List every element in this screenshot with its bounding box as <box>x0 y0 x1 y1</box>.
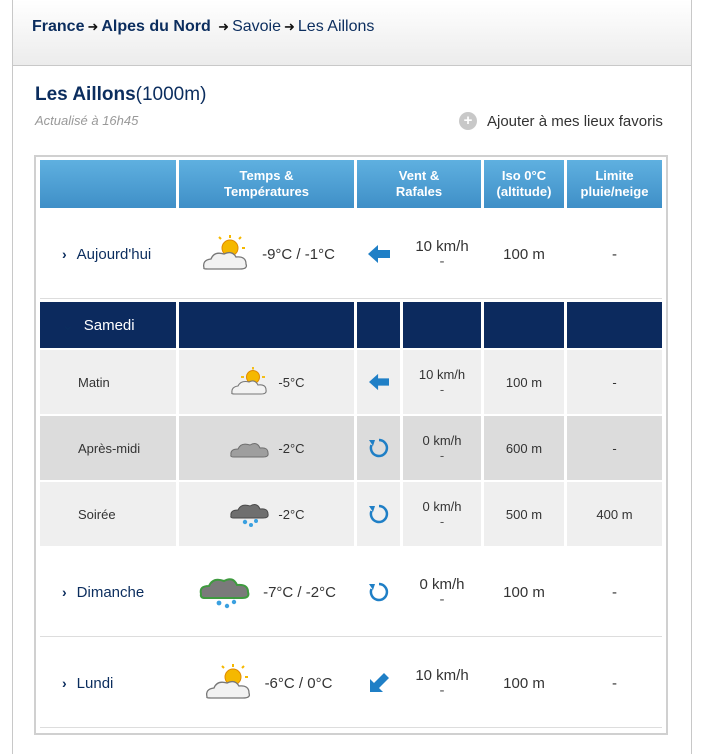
breadcrumb-arrow-icon: ➜ <box>284 19 295 34</box>
table-header-row <box>40 160 662 208</box>
temperature: -5°C <box>278 374 305 390</box>
chevron-right-icon: › <box>62 584 67 600</box>
forecast-table <box>34 155 668 735</box>
wind-gust: - <box>439 682 445 699</box>
breadcrumb-arrow-icon: ➜ <box>218 19 230 34</box>
wind-gust: - <box>439 253 445 270</box>
day-label-text: Aujourd'hui <box>76 245 152 263</box>
wind-cell <box>403 350 481 414</box>
snow-cloud-icon <box>228 500 274 528</box>
band-cell <box>179 302 354 348</box>
day-label-text: Lundi <box>76 674 114 692</box>
wind-speed: 0 km/h <box>419 576 465 593</box>
wind-cell <box>403 640 481 726</box>
iso-value: 100 m <box>484 211 564 297</box>
wind-direction-cell <box>357 350 400 414</box>
weather-cell <box>179 350 354 414</box>
plus-icon: + <box>459 112 477 130</box>
header-temps <box>179 160 354 208</box>
header-iso <box>484 160 564 208</box>
header-temps-line1: Temps & <box>239 168 294 183</box>
limit-value: - <box>567 550 662 634</box>
sun-cloud-icon <box>228 367 274 397</box>
weather-cell <box>179 550 354 634</box>
breadcrumb <box>32 18 374 36</box>
wind-direction-cell <box>357 416 400 480</box>
period-label: Après-midi <box>40 416 176 480</box>
wind-speed: 10 km/h <box>418 367 466 382</box>
wind-cell <box>403 550 481 634</box>
temperature: -9°C / -1°C <box>262 245 335 263</box>
wind-gust: - <box>439 382 445 397</box>
cloud-icon <box>228 437 274 459</box>
period-label: Soirée <box>40 482 176 546</box>
page-title <box>35 84 206 106</box>
forecast-row-sunday[interactable] <box>40 550 662 634</box>
location-name: Les Aillons <box>35 84 136 105</box>
day-label[interactable] <box>40 550 176 634</box>
wind-speed: 0 km/h <box>422 499 462 514</box>
weather-cell <box>179 416 354 480</box>
variable-wind-icon <box>367 502 391 526</box>
breadcrumb-alpes-du-nord[interactable]: Alpes du Nord <box>101 18 211 35</box>
header-limite <box>567 160 662 208</box>
wind-gust: - <box>439 591 445 608</box>
wind-gust: - <box>439 514 445 529</box>
iso-value: 100 m <box>484 350 564 414</box>
header-iso-line1: Iso 0°C <box>501 168 547 183</box>
header-limite-line1: Limite <box>595 168 634 183</box>
limit-value: - <box>567 211 662 297</box>
weather-cell <box>179 482 354 546</box>
variable-wind-icon <box>367 580 391 604</box>
forecast-row-monday[interactable] <box>40 640 662 726</box>
limit-value: - <box>567 350 662 414</box>
wind-direction-cell <box>357 550 400 634</box>
west-arrow-icon <box>366 243 392 265</box>
sun-cloud-icon <box>198 234 258 274</box>
add-favorite-button[interactable] <box>459 112 663 130</box>
forecast-row-apres-midi <box>40 416 662 480</box>
forecast-row-matin <box>40 350 662 414</box>
iso-value: 600 m <box>484 416 564 480</box>
iso-value: 500 m <box>484 482 564 546</box>
day-label-text: Dimanche <box>76 583 145 601</box>
breadcrumb-france[interactable]: France <box>32 18 85 35</box>
west-arrow-icon <box>367 372 391 392</box>
breadcrumb-savoie[interactable]: Savoie <box>232 18 281 35</box>
wind-speed: 10 km/h <box>415 238 469 255</box>
header-iso-line2: (altitude) <box>496 184 552 199</box>
wind-cell <box>403 211 481 297</box>
wind-cell <box>403 416 481 480</box>
wind-speed: 10 km/h <box>415 667 469 684</box>
iso-value: 100 m <box>484 640 564 726</box>
chevron-right-icon: › <box>62 675 67 691</box>
day-label[interactable] <box>40 302 176 348</box>
row-divider <box>40 727 662 728</box>
header-vent-line2: Rafales <box>395 184 443 199</box>
updated-time: Actualisé à 16h45 <box>35 113 139 128</box>
day-label[interactable] <box>40 640 176 726</box>
limit-value: 400 m <box>567 482 662 546</box>
forecast-row-saturday-header[interactable] <box>40 302 662 348</box>
wind-direction-cell <box>357 640 400 726</box>
header-limite-line2: pluie/neige <box>580 184 649 199</box>
day-label[interactable] <box>40 211 176 297</box>
header-vent <box>357 160 481 208</box>
wind-direction-cell <box>357 482 400 546</box>
location-altitude: (1000m) <box>135 84 207 105</box>
period-label: Matin <box>40 350 176 414</box>
temperature: -6°C / 0°C <box>264 674 333 692</box>
add-favorite-label: Ajouter à mes lieux favoris <box>487 112 663 130</box>
chevron-right-icon: › <box>62 246 67 262</box>
limit-value: - <box>567 640 662 726</box>
header-empty <box>40 160 176 208</box>
sun-cloud-icon <box>201 663 261 703</box>
chevron-down-icon: ⌄ <box>62 316 74 333</box>
band-cell <box>403 302 481 348</box>
temperature: -7°C / -2°C <box>263 583 336 601</box>
iso-value: 100 m <box>484 550 564 634</box>
band-cell <box>357 302 400 348</box>
header-temps-line2: Températures <box>223 184 309 199</box>
band-cell <box>484 302 564 348</box>
wind-speed: 0 km/h <box>422 433 462 448</box>
limit-value: - <box>567 416 662 480</box>
weather-cell <box>179 211 354 297</box>
wind-cell <box>403 482 481 546</box>
temperature: -2°C <box>278 440 305 456</box>
wind-direction-cell <box>357 211 400 297</box>
breadcrumb-arrow-icon: ➜ <box>87 19 99 34</box>
forecast-row-today[interactable] <box>40 211 662 297</box>
row-divider <box>40 636 662 637</box>
row-divider <box>40 298 662 299</box>
day-label-text: Samedi <box>83 316 135 334</box>
temperature: -2°C <box>278 506 305 522</box>
wind-gust: - <box>439 448 445 463</box>
variable-wind-icon <box>367 436 391 460</box>
band-cell <box>567 302 662 348</box>
southwest-arrow-icon <box>367 671 391 695</box>
breadcrumb-les-aillons: Les Aillons <box>297 18 375 35</box>
weather-cell <box>179 640 354 726</box>
header-vent-line1: Vent & <box>398 168 440 183</box>
forecast-row-soiree <box>40 482 662 546</box>
snow-cloud-icon <box>197 574 259 610</box>
